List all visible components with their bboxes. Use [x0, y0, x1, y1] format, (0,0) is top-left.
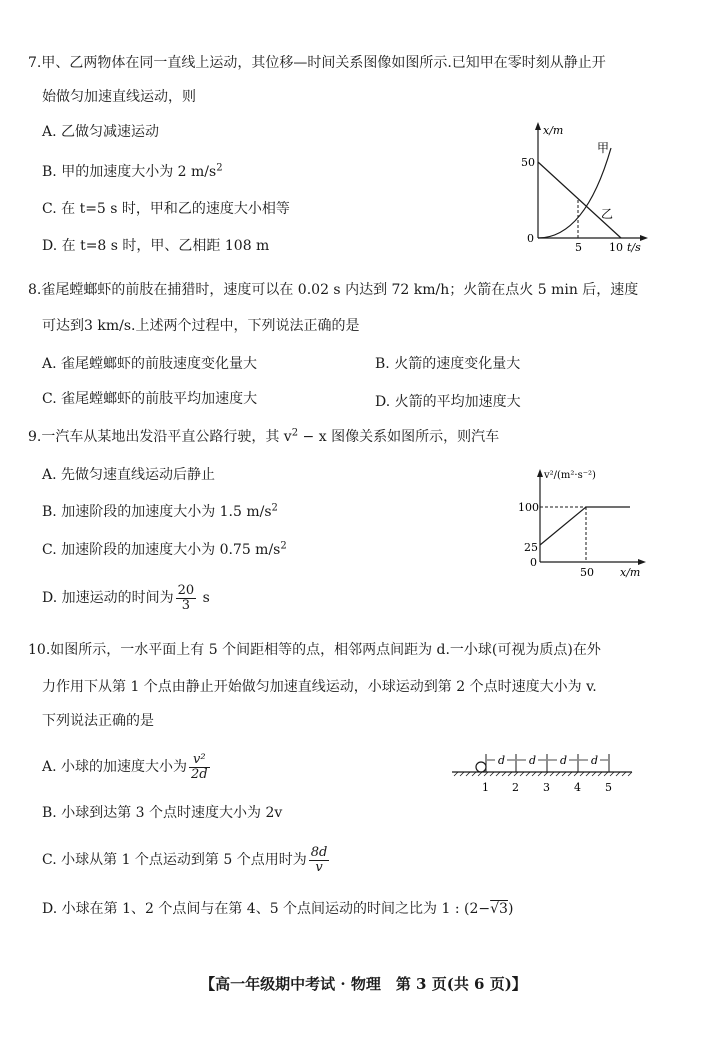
q7-option-b: B. 甲的加速度大小为 2 $m/s^2$: [42, 162, 223, 180]
q7-xtick-5: 5: [575, 241, 582, 254]
q7-ytick-50: 50: [521, 156, 535, 169]
q10-stem-line1: 10.如图所示，一水平面上有 5 个间距相等的点，相邻两点间距为 d.一小球(可视为质点)在外: [28, 642, 601, 658]
q7-x-arrow: [640, 235, 648, 241]
q10-point-label-3: 3: [543, 781, 550, 794]
q8-stem-line2: 可达到3 km/s.上述两个过程中，下列说法正确的是: [42, 318, 360, 334]
q10-point-label-1: 1: [482, 781, 489, 794]
q9-ytick-100: 100: [518, 501, 539, 514]
q7-stem-line1: 7.甲、乙两物体在同一直线上运动，其位移—时间关系图像如图所示.已知甲在零时刻从静止开: [28, 55, 606, 71]
q7-option-c: C. 在 t=5 s 时，甲和乙的速度大小相等: [42, 201, 290, 217]
q9-xlabel: x/m: [620, 566, 641, 579]
q9-option-a: A. 先做匀速直线运动后静止: [42, 467, 216, 483]
q7-xtick-10: 10: [609, 241, 623, 254]
page-footer: 【高一年级期中考试 · 物理 第 3 页(共 6 页)】: [200, 975, 527, 993]
q10-stem-line2: 力作用下从第 1 个点由静止开始做匀加速直线运动，小球运动到第 2 个点时速度大小为 v.: [42, 679, 597, 695]
q7-line-yi: [538, 162, 621, 238]
q9-stem: 9.一汽车从某地出发沿平直公路行驶，其 $v^2 - x$ 图像关系如图所示，则汽车: [28, 427, 500, 445]
q9-x-arrow: [638, 559, 646, 565]
q10-point-label-4: 4: [574, 781, 581, 794]
q9-origin: 0: [530, 556, 537, 569]
q10-stem-line3: 下列说法正确的是: [42, 713, 154, 729]
q10-point-label-2: 2: [512, 781, 519, 794]
q9-ytick-25: 25: [524, 541, 538, 554]
q8-stem-line1: 8.雀尾螳螂虾的前肢在捕猎时，速度可以在 0.02 s 内达到 72 km/h；火箭在点火 5 min 后，速度: [28, 282, 639, 298]
q7-option-d: D. 在 t=8 s 时，甲、乙相距 108 m: [42, 238, 270, 254]
q10-option-c: C. 小球从第 1 个点运动到第 5 个点用时为 $\frac{8d}{v}$: [42, 844, 328, 875]
q8-option-b: B. 火箭的速度变化量大: [375, 356, 521, 372]
q7-stem-line2: 始做匀加速直线运动，则: [42, 89, 196, 105]
q7-label-jia: 甲: [597, 141, 610, 155]
q10-option-b: B. 小球到达第 3 个点时速度大小为 2v: [42, 805, 283, 821]
q10-d-label-2: d: [529, 754, 537, 767]
q10-d-label-3: d: [560, 754, 568, 767]
q7-y-arrow: [535, 122, 541, 130]
q9-option-b: B. 加速阶段的加速度大小为 1.5 $m/s^2$: [42, 502, 278, 520]
q10-ball: [476, 762, 486, 772]
q8-option-c: C. 雀尾螳螂虾的前肢平均加速度大: [42, 391, 258, 407]
q8-option-a: A. 雀尾螳螂虾的前肢速度变化量大: [42, 356, 258, 372]
q10-d-label-1: d: [498, 754, 506, 767]
q7-graph: [515, 118, 655, 256]
q10-option-d: D. 小球在第 1、2 个点间与在第 4、5 个点间运动的时间之比为 1 : (2−√3): [42, 901, 514, 917]
q10-d-label-4: d: [591, 754, 599, 767]
q9-option-d: D. 加速运动的时间为 $\frac{20}{3}$ s: [42, 582, 210, 613]
q10-point-label-5: 5: [605, 781, 612, 794]
q7-label-yi: 乙: [601, 207, 614, 221]
q7-curve-jia: [538, 148, 614, 238]
q7-xlabel: t/s: [627, 241, 641, 254]
q7-ylabel: x/m: [543, 124, 564, 137]
q9-y-arrow: [537, 469, 543, 477]
q10-figure: [448, 748, 638, 796]
q9-option-c: C. 加速阶段的加速度大小为 0.75 $m/s^2$: [42, 540, 287, 558]
q9-xtick-50: 50: [580, 566, 594, 579]
q7-origin: 0: [527, 232, 534, 245]
q9-accel-line: [540, 507, 586, 545]
q7-option-a: A. 乙做匀减速运动: [42, 124, 160, 140]
q8-option-d: D. 火箭的平均加速度大: [375, 394, 521, 410]
q9-ylabel: v²/(m²·s⁻²): [544, 470, 596, 481]
q9-graph: [512, 464, 652, 582]
q10-option-a: A. 小球的加速度大小为 $\frac{\text{v²}}{2d}$: [42, 751, 208, 782]
